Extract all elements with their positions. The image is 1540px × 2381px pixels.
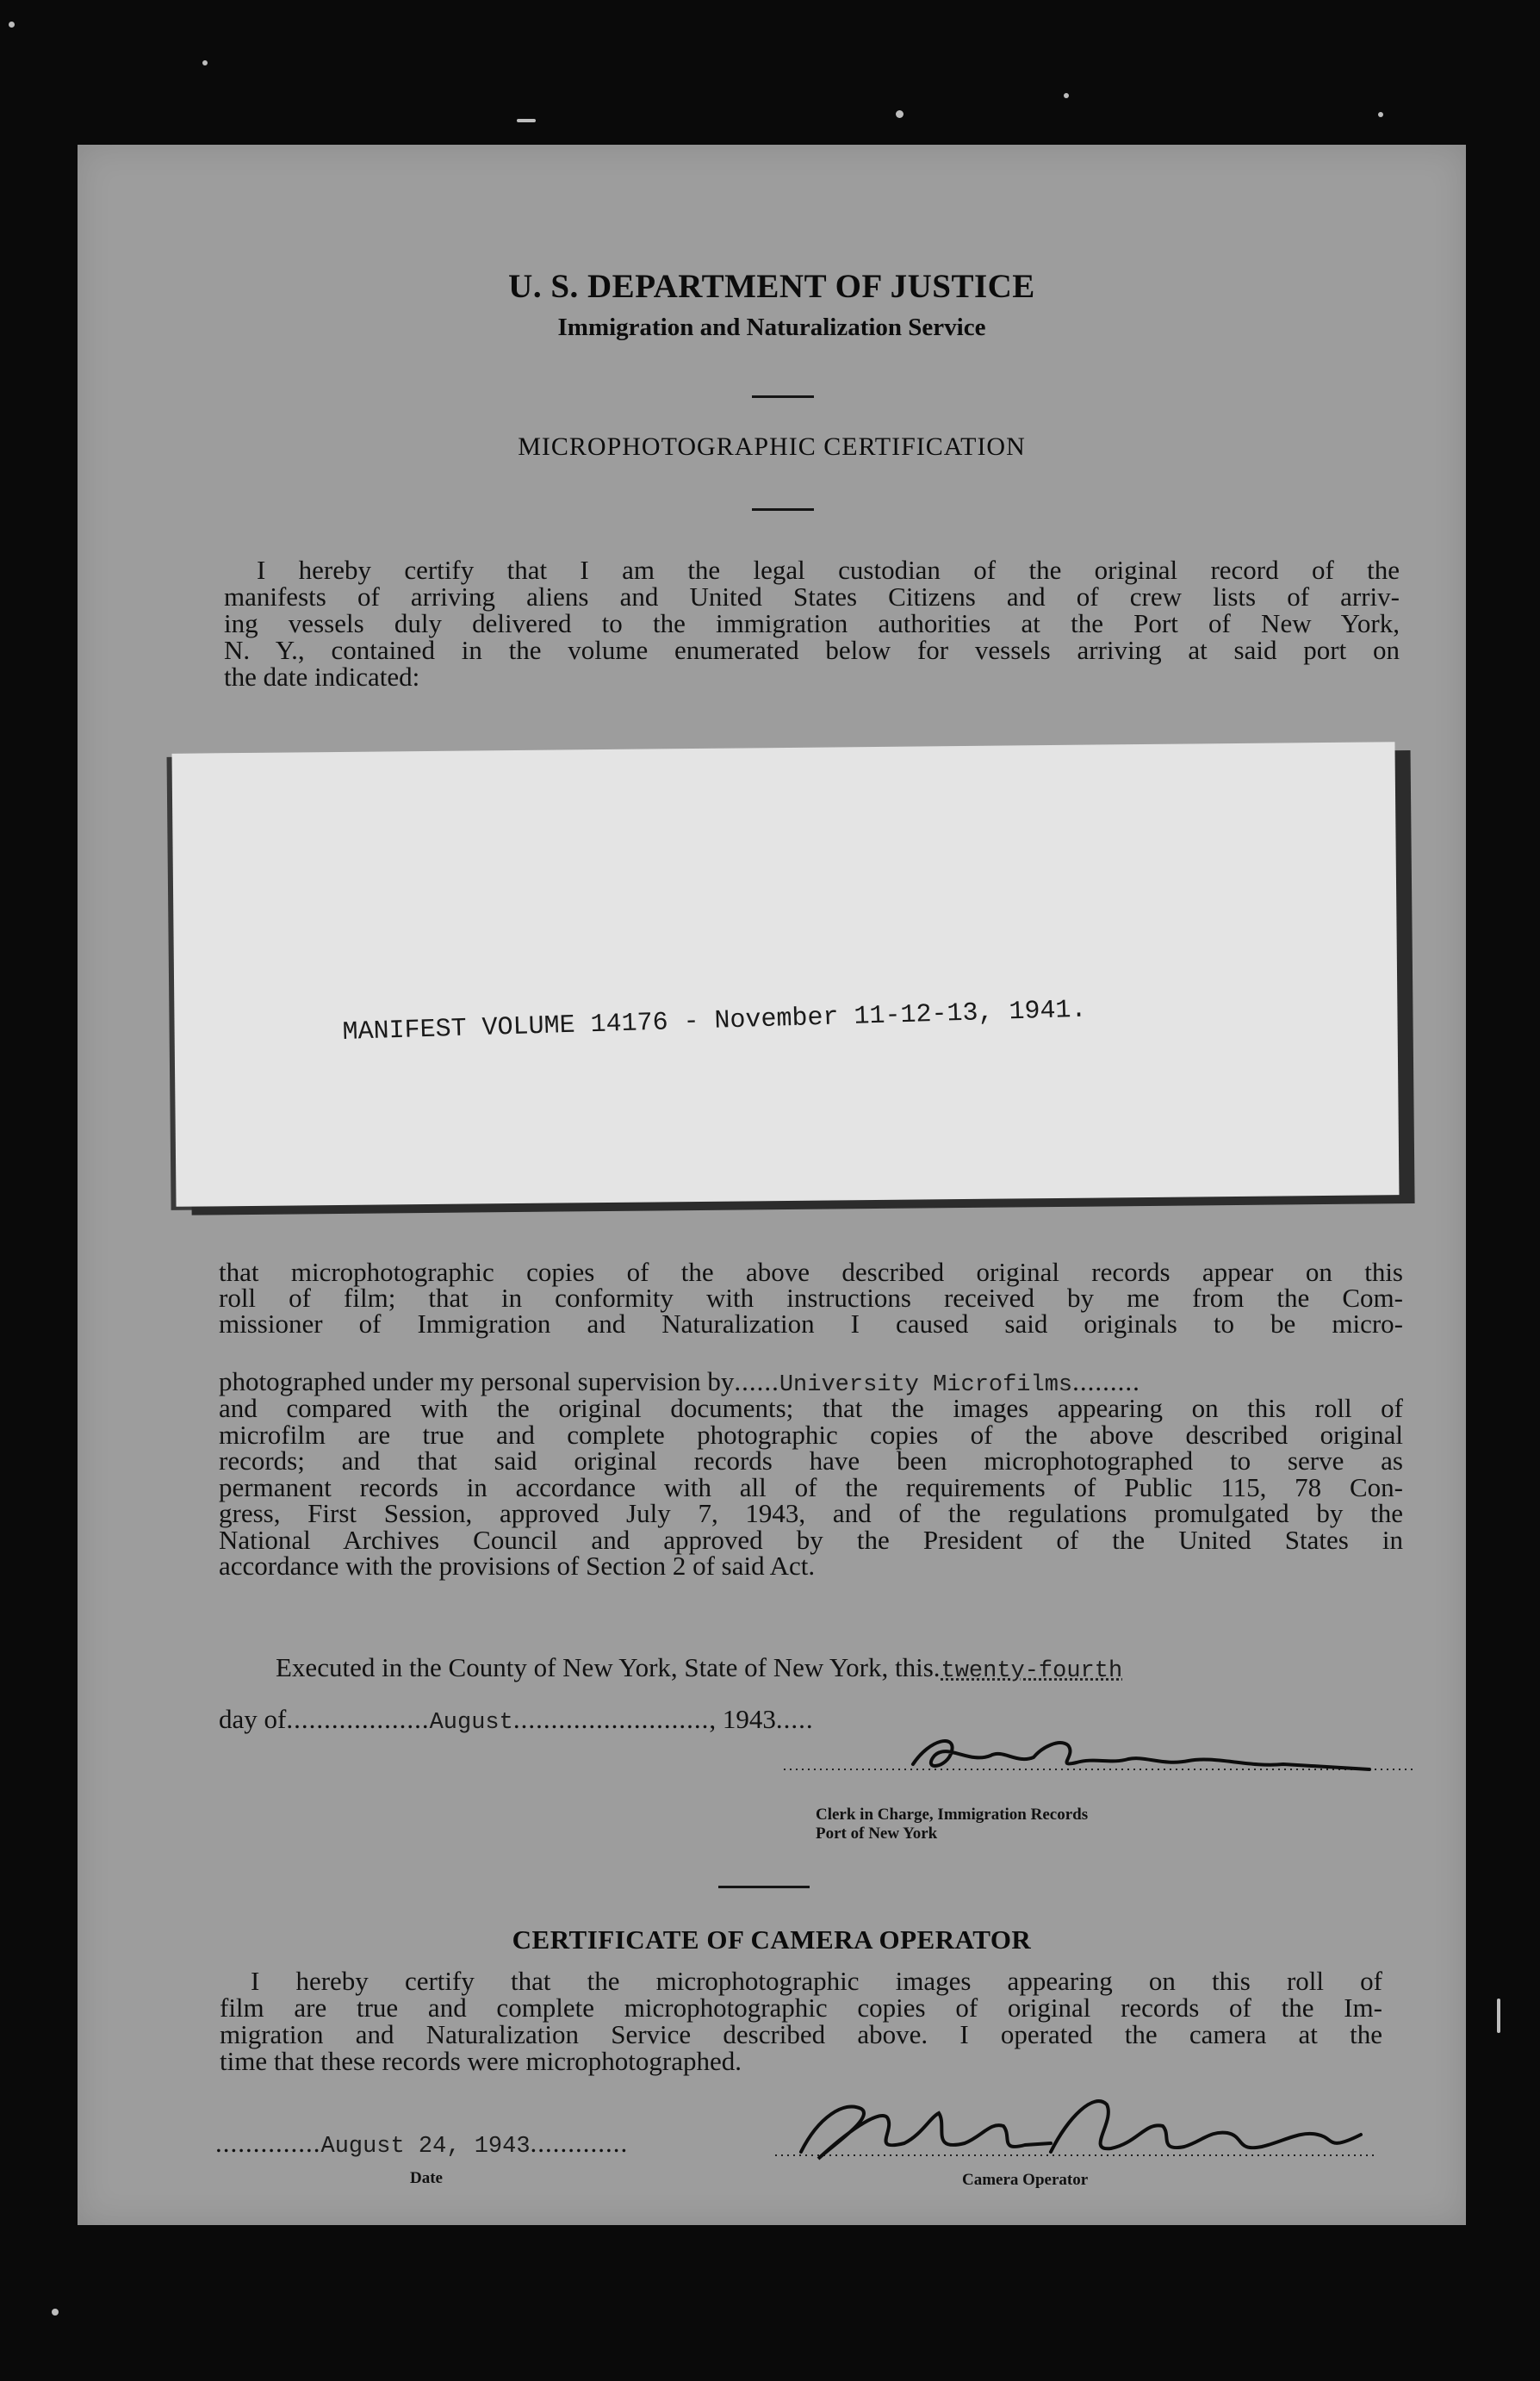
text-line: manifests of arriving aliens and United States Citizens and of crew lists of arriv- [224, 581, 1400, 612]
dot-leader: ..... [775, 1704, 814, 1734]
text-line: gress, First Session, approved July 7, 1943, and of the regulations promulgated by the [219, 1498, 1403, 1528]
clerk-signature [784, 1730, 1421, 1773]
text-line: the date indicated: [224, 662, 420, 692]
clerk-port: Port of New York [816, 1825, 938, 1843]
divider [718, 1886, 810, 1888]
intro-paragraph [224, 556, 1400, 690]
camera-date-line [215, 2128, 628, 2160]
text-line: N. Y., contained in the volume enumerated below for vessels arriving at said port on [224, 635, 1400, 665]
camera-operator-paragraph [220, 1968, 1382, 2074]
certificate-document [78, 145, 1466, 2225]
filmed-by-value: University Microfilms [779, 1372, 1073, 1398]
dot-leader: ...... [734, 1366, 779, 1396]
film-speck [1497, 1999, 1500, 2033]
execution-line [276, 1652, 1122, 1684]
supervision-prefix: photographed under my personal supervision by [219, 1366, 735, 1396]
text-line: I hereby certify that I am the legal custodian of the original record of the [257, 555, 1400, 585]
service-subheading: Immigration and Naturalization Service [557, 314, 986, 341]
dot-leader: ................... [286, 1704, 430, 1734]
text-line: I hereby certify that the microphotographic images appearing on this roll of [251, 1966, 1382, 1996]
text-line: roll of film; that in conformity with instructions received by me from the Com- [219, 1283, 1403, 1313]
dot-leader: ............. [530, 2128, 629, 2158]
camera-date-value: August 24, 1943 [320, 2134, 531, 2160]
day-of-line [219, 1704, 814, 1736]
text-line: migration and Naturalization Service described above. I operated the camera at the [220, 2019, 1382, 2049]
manifest-slip [172, 742, 1400, 1207]
text-line: accordance with the provisions of Section 2 of said Act. [219, 1551, 816, 1581]
film-speck [52, 2309, 59, 2316]
execution-prefix: Executed in the County of New York, State of New York, this [276, 1652, 934, 1682]
certification-body-continued [219, 1393, 1403, 1581]
manifest-volume-text: MANIFEST VOLUME 14176 - November 11-12-13, 1941. [342, 995, 1087, 1048]
day-of-label: day of [219, 1704, 287, 1734]
text-line: missioner of Immigration and Naturalization I caused said originals to be micro- [219, 1309, 1403, 1339]
text-line: National Archives Council and approved by the President of the United States in [219, 1524, 1403, 1555]
text-line: ing vessels duly delivered to the immigration authorities at the Port of New York, [224, 608, 1400, 638]
camera-operator-title: CERTIFICATE OF CAMERA OPERATOR [512, 1924, 1032, 1955]
execution-day-value: twenty-fourth [941, 1658, 1123, 1684]
text-line: microfilm are true and complete photographic copies of the above described original [219, 1419, 1403, 1450]
text-line: time that these records were microphotographed. [220, 2046, 742, 2076]
camera-operator-label: Camera Operator [962, 2171, 1089, 2189]
text-line: film are true and complete microphotographic copies of original records of the Im- [220, 1992, 1382, 2023]
divider [752, 508, 814, 511]
dot-leader: ......... [1072, 1366, 1140, 1396]
divider [752, 395, 814, 398]
dot-leader: .............. [215, 2128, 321, 2158]
text-line: permanent records in accordance with all of the requirements of Public 115, 78 Con- [219, 1471, 1403, 1502]
dot-leader: . [933, 1652, 941, 1682]
dot-leader: .......................... [512, 1704, 710, 1734]
film-speck [9, 22, 15, 28]
certification-title: MICROPHOTOGRAPHIC CERTIFICATION [518, 432, 1026, 461]
department-heading: U. S. DEPARTMENT OF JUSTICE [508, 268, 1035, 305]
film-speck [1378, 112, 1383, 117]
film-speck [202, 60, 208, 65]
text-line: that microphotographic copies of the above described original records appear on this [219, 1257, 1403, 1287]
execution-month-value: August [429, 1710, 513, 1736]
execution-year: , 1943 [709, 1704, 776, 1734]
film-speck [896, 110, 904, 118]
text-line: and compared with the original documents; that the images appearing on this roll of [219, 1393, 1403, 1423]
clerk-title: Clerk in Charge, Immigration Records [816, 1806, 1089, 1824]
certification-body [219, 1259, 1403, 1337]
camera-date-label: Date [410, 2169, 443, 2187]
film-speck [1064, 93, 1069, 98]
text-line: records; and that said original records have been microphotographed to serve as [219, 1445, 1403, 1476]
camera-operator-signature [767, 2083, 1387, 2178]
film-speck [517, 119, 536, 122]
